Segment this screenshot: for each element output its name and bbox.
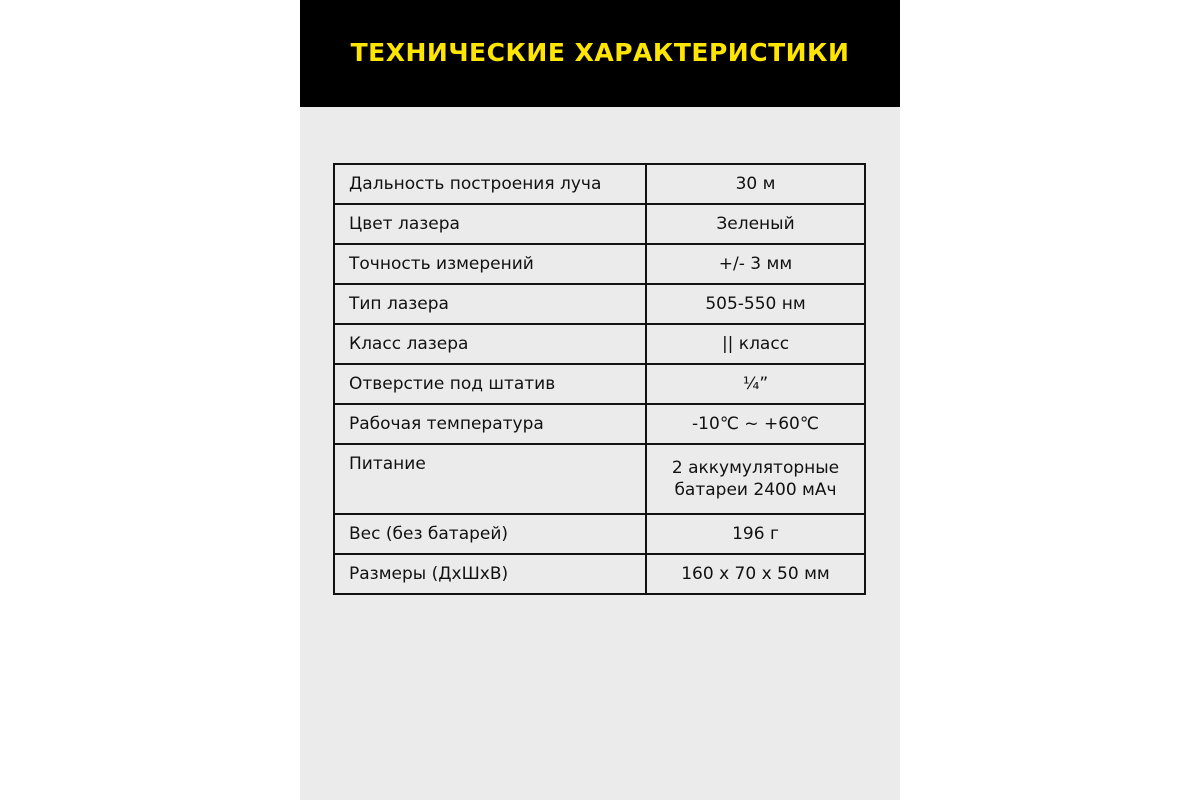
spec-table (333, 163, 866, 595)
spec-value: -10℃ ~ +60℃ (646, 404, 865, 444)
table-row (334, 514, 865, 554)
table-row (334, 244, 865, 284)
page-title: ТЕХНИЧЕСКИЕ ХАРАКТЕРИСТИКИ (350, 38, 850, 67)
spec-value: 160 х 70 х 50 мм (646, 554, 865, 594)
spec-label: Цвет лазера (334, 204, 646, 244)
spec-value: 30 м (646, 164, 865, 204)
spec-label: Тип лазера (334, 284, 646, 324)
spec-label: Класс лазера (334, 324, 646, 364)
spec-label: Размеры (ДхШхВ) (334, 554, 646, 594)
spec-label: Вес (без батарей) (334, 514, 646, 554)
spec-value: 196 г (646, 514, 865, 554)
table-row (334, 324, 865, 364)
spec-card (300, 0, 900, 800)
spec-value-line: батареи 2400 мАч (674, 480, 837, 500)
spec-value-line: 2 аккумуляторные (671, 458, 840, 478)
spec-label: Питание (334, 444, 646, 514)
spec-value: 505-550 нм (646, 284, 865, 324)
spec-label: Отверстие под штатив (334, 364, 646, 404)
table-row (334, 554, 865, 594)
spec-label: Рабочая температура (334, 404, 646, 444)
spec-value: Зеленый (646, 204, 865, 244)
spec-value: || класс (646, 324, 865, 364)
spec-label: Дальность построения луча (334, 164, 646, 204)
spec-value: ¼” (646, 364, 865, 404)
table-row (334, 444, 865, 514)
table-row (334, 284, 865, 324)
spec-label: Точность измерений (334, 244, 646, 284)
spec-value (646, 444, 865, 514)
table-row (334, 164, 865, 204)
table-row (334, 364, 865, 404)
table-row (334, 404, 865, 444)
spec-value: +/- 3 мм (646, 244, 865, 284)
table-row (334, 204, 865, 244)
header-banner (300, 0, 900, 107)
